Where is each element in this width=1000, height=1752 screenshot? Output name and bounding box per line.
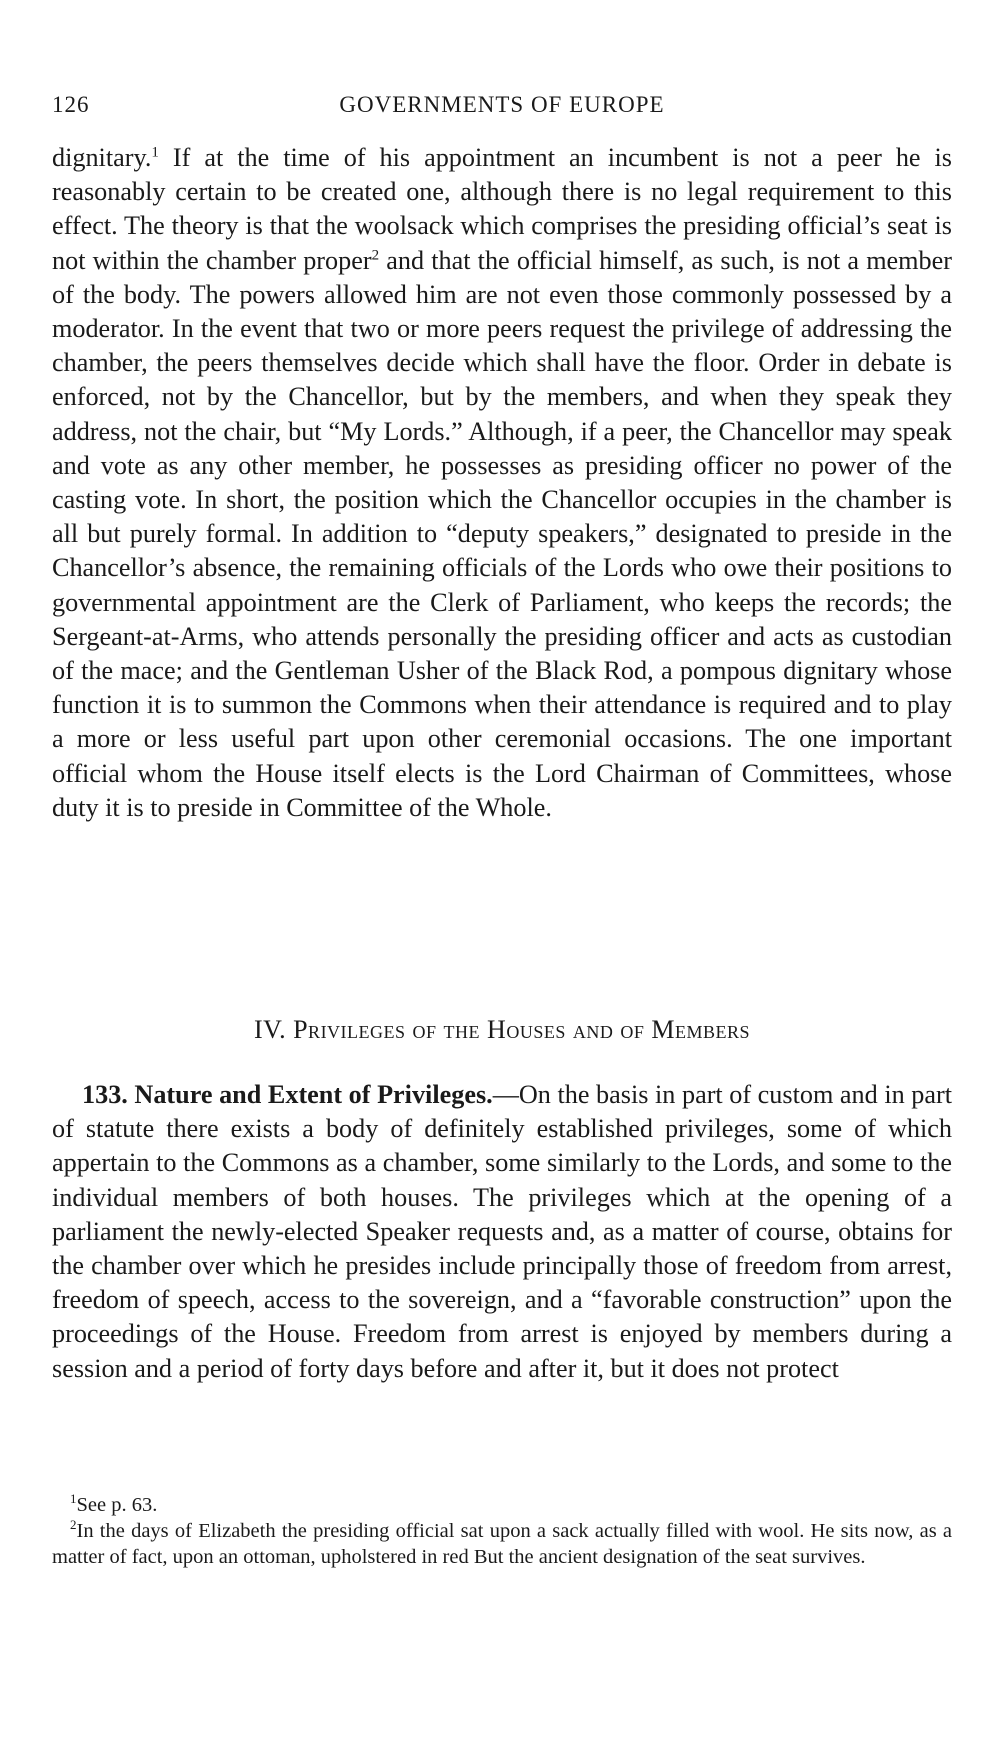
footnote-mark: 2 [70,1517,77,1533]
paragraph-heading: 133. Nature and Extent of Privileges. [82,1080,493,1109]
paragraph-continuation [52,141,952,825]
text-run: and that the official himself, as such, is not a member of the body. The powers allowed him are not even those commonly possessed by a moderator. In the event that two or more peers request the privilege of addressing the chamber, the peers themselves decide which shall have the floor. Order in debate is enforced, not by the Chancellor, but by the members, and when they speak they address, not the chair, but “My Lords.” Although, if a peer, the Chancellor may speak and vote as any other member, he possesses as presiding officer no power of the casting vote. In short, the position which the Chancellor occupies in the chamber is all but purely formal. In addition to “deputy speakers,” designated to preside in the Chancellor’s absence, the remaining officials of the Lords who owe their positions to governmental appointment are the Clerk of Parliament, who keeps the records; the Sergeant-at-Arms, who attends personally the presiding officer and acts as custodian of the mace; and the Gentleman Usher of the Black Rod, a pompous dignitary whose function it is to summon the Commons when their attendance is required and to play a more or less useful part upon other ceremonial occasions. The one important official whom the House itself elects is the Lord Chairman of Committees, whose duty it is to preside in Committee of the Whole. [52,245,952,822]
text-run: dignitary. [52,143,152,172]
footnotes [52,1492,952,1570]
footnote-1 [52,1492,952,1518]
running-head [52,92,952,122]
paragraph-text: —On the basis in part of custom and in part of statute there exists a body of definitely established privileges, some of which appertain to the Commons as a chamber, some similarly to the Lords, and some to the individual members of both houses. The privileges which at the opening of a parliament the newly-elected Speaker requests and, as a matter of course, obtains for the chamber over which he presides include principally those of freedom from arrest, freedom of speech, access to the sovereign, and a “favorable construction” upon the proceedings of the House. Freedom from arrest is enjoyed by members during a session and a period of forty days before and after it, but it does not protect [52,1080,952,1383]
footnote-mark: 1 [70,1491,77,1507]
footnote-ref-2: 2 [371,246,380,263]
section-body [52,1078,952,1386]
paragraph-133 [52,1078,952,1386]
text-run: If at the time of his appointment an incumbent is not a peer he is reasonably certain to be created one, although there is no legal requirement to this effect. The theory is that the woolsack which comprises the presiding official’s seat is not within the chamber proper [52,143,952,275]
footnote-ref-1: 1 [151,144,159,161]
footnote-text: See p. 63. [76,1494,158,1516]
footnote-text: In the days of Elizabeth the presiding official sat upon a sack actually filled with wool. He sits now, as a matter of fact, upon an ottoman, upholstered in red But the ancient designation of the seat survives. [52,1520,952,1568]
running-title: GOVERNMENTS OF EUROPE [339,92,665,117]
body-text [52,141,952,825]
page-number: 126 [52,92,90,117]
footnote-2 [52,1518,952,1570]
section-heading: IV. Privileges of the Houses and of Members [254,1015,750,1044]
